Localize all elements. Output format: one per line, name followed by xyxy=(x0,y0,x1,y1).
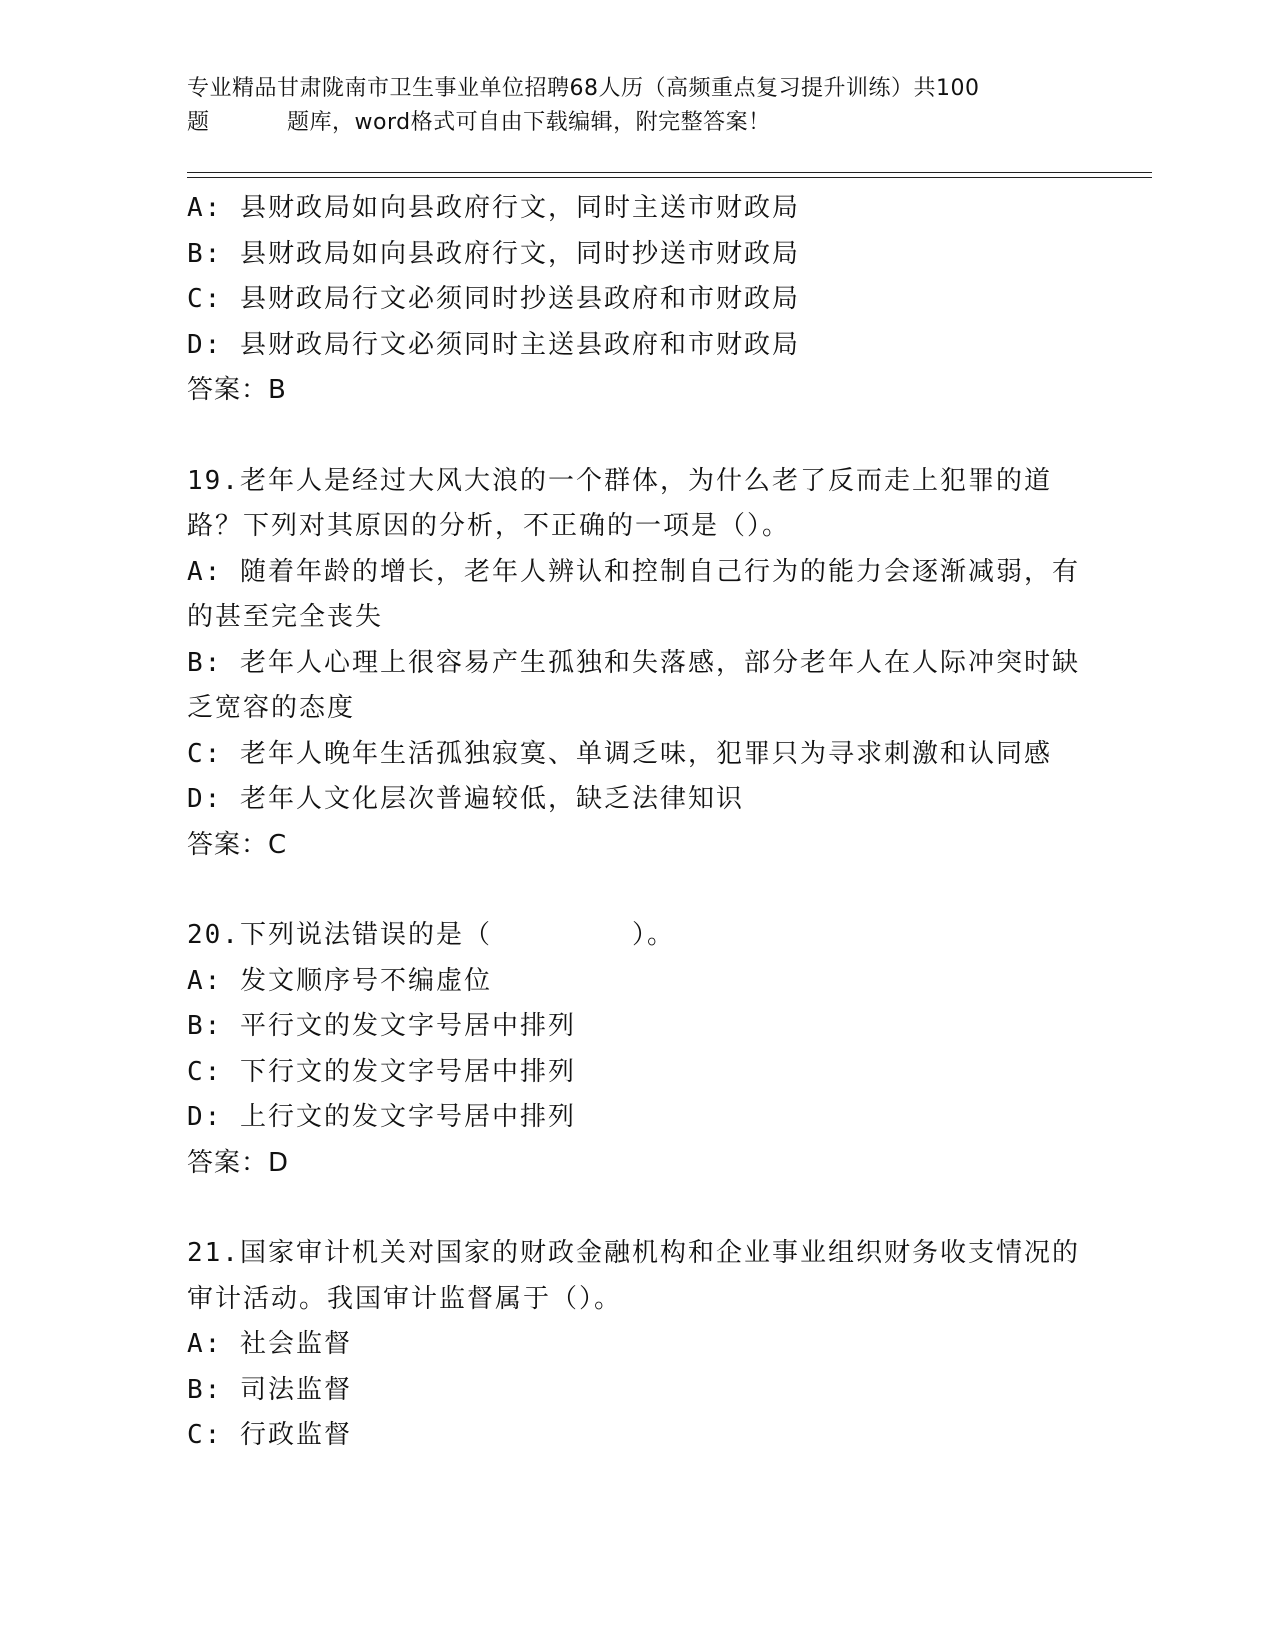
option-d: D: 县财政局行文必须同时主送县政府和市财政局 xyxy=(187,329,800,360)
option-a: A: 随着年龄的增长，老年人辨认和控制自己行为的能力会逐渐减弱，有的甚至完全丧失 xyxy=(187,556,1080,632)
option-b: B: 司法监督 xyxy=(187,1374,352,1405)
option-c: C: 老年人晚年生活孤独寂寞、单调乏味，犯罪只为寻求刺激和认同感 xyxy=(187,738,1052,769)
option-b: B: 县财政局如向县政府行文，同时抄送市财政局 xyxy=(187,238,800,269)
question-text: 20.下列说法错误的是（ ）。 xyxy=(187,920,675,950)
header-subtitle-line xyxy=(187,106,1067,140)
option-c: C: 行政监督 xyxy=(187,1420,352,1450)
option-c: C: 县财政局行文必须同时抄送县政府和市财政局 xyxy=(187,284,800,314)
header-subtitle-lead: 题 xyxy=(187,110,210,135)
page-header xyxy=(187,72,1067,140)
question-block-18-remainder xyxy=(187,186,1087,414)
option-b: B: 平行文的发文字号居中排列 xyxy=(187,1011,576,1041)
question-21 xyxy=(187,1231,1087,1459)
question-content xyxy=(187,186,1087,1459)
option-d: D: 上行文的发文字号居中排列 xyxy=(187,1102,576,1132)
header-divider-bottom xyxy=(187,177,1152,178)
option-a: A: 发文顺序号不编虚位 xyxy=(187,965,492,996)
question-20 xyxy=(187,913,1087,1186)
question-text: 19.老年人是经过大风大浪的一个群体，为什么老了反而走上犯罪的道路？下列对其原因的分析，不正确的一项是（）。 xyxy=(187,465,1052,541)
answer-line: 答案：B xyxy=(187,375,287,405)
option-c: C: 下行文的发文字号居中排列 xyxy=(187,1056,576,1087)
option-a: A: 社会监督 xyxy=(187,1329,352,1359)
header-divider-top xyxy=(187,172,1152,173)
answer-line: 答案：C xyxy=(187,829,288,860)
question-text: 21.国家审计机关对国家的财政金融机构和企业事业组织财务收支情况的审计活动。我国审计监督属于（）。 xyxy=(187,1238,1080,1314)
answer-line: 答案：D xyxy=(187,1147,290,1178)
option-a: A: 县财政局如向县政府行文，同时主送市财政局 xyxy=(187,193,800,223)
header-subtitle-text: 题库，word格式可自由下载编辑，附完整答案！ xyxy=(287,110,771,135)
option-d: D: 老年人文化层次普遍较低，缺乏法律知识 xyxy=(187,784,744,814)
question-19 xyxy=(187,459,1087,869)
header-title-line: 专业精品甘肃陇南市卫生事业单位招聘68人历（高频重点复习提升训练）共100 xyxy=(187,76,980,101)
option-b: B: 老年人心理上很容易产生孤独和失落感，部分老年人在人际冲突时缺乏宽容的态度 xyxy=(187,647,1080,723)
